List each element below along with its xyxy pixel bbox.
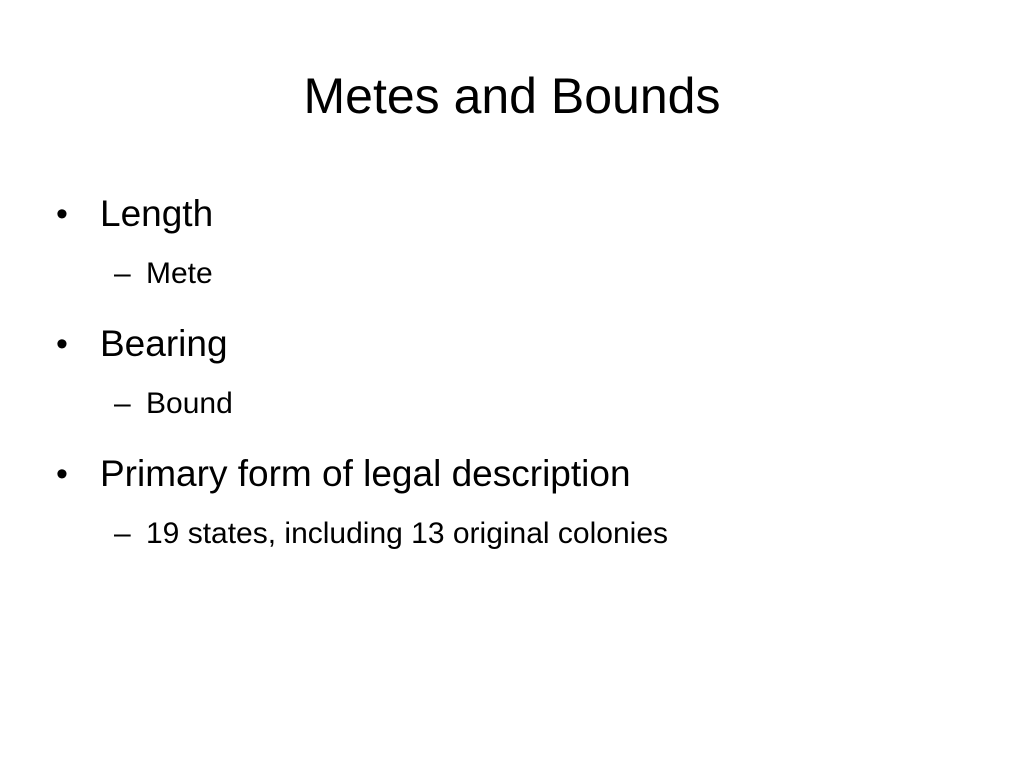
- bullet-text: Bearing: [100, 323, 228, 364]
- bullet-text: Primary form of legal description: [100, 453, 631, 494]
- bullet-item-length: [56, 188, 976, 296]
- sub-bullet-text: 19 states, including 13 original colonies: [146, 517, 668, 550]
- bullet-list: [56, 188, 976, 578]
- sub-bullet-text: Mete: [146, 257, 213, 290]
- slide-title: Metes and Bounds: [303, 68, 721, 124]
- sub-bullet-marker: –: [114, 387, 131, 420]
- bullet-item-primary-form: [56, 448, 976, 556]
- bullet-marker: •: [56, 325, 68, 363]
- bullet-marker: •: [56, 455, 68, 493]
- bullet-text: Length: [100, 193, 214, 234]
- bullet-item-bearing: [56, 318, 976, 426]
- sub-bullet-text: Bound: [146, 387, 233, 420]
- sub-bullet-bound: [56, 382, 976, 426]
- sub-bullet-states: [56, 512, 976, 556]
- bullet-marker: •: [56, 195, 68, 233]
- sub-bullet-mete: [56, 252, 976, 296]
- bullet-row: [56, 188, 976, 240]
- bullet-row: [56, 318, 976, 370]
- sub-bullet-marker: –: [114, 257, 131, 290]
- sub-bullet-marker: –: [114, 517, 131, 550]
- bullet-row: [56, 448, 976, 500]
